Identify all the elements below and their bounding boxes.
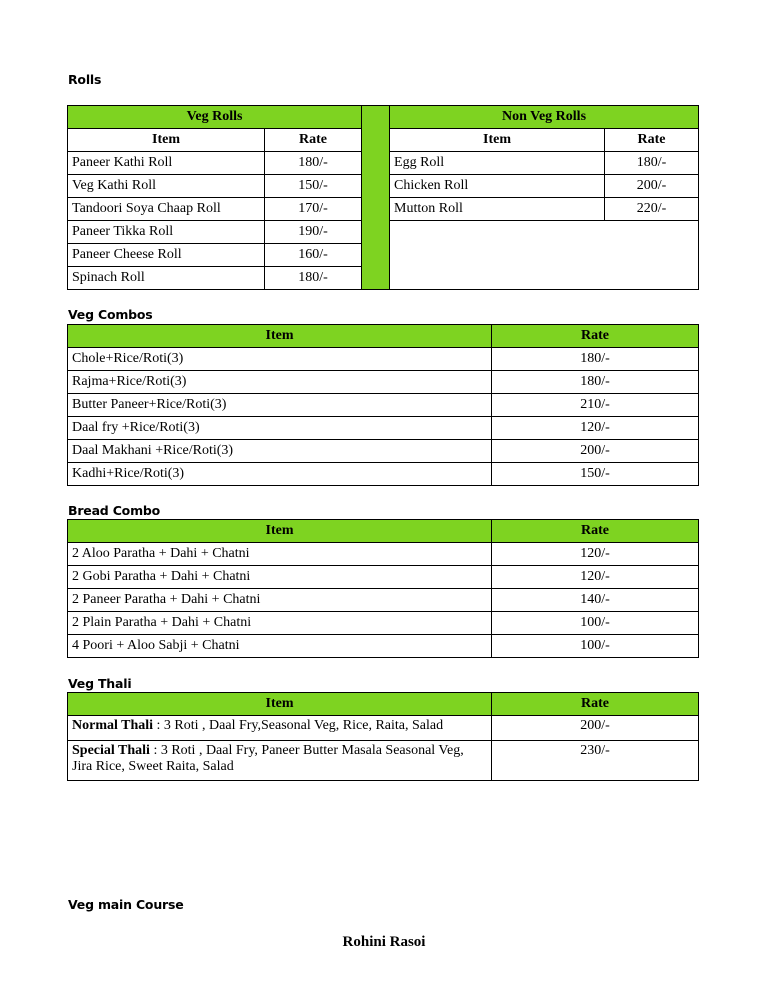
thali-description: : 3 Roti , Daal Fry,Seasonal Veg, Rice, Raita, Salad — [153, 718, 444, 733]
bread-combo-heading: Bread Combo — [68, 503, 161, 518]
table-row — [68, 371, 699, 394]
col-rate: Rate — [492, 693, 699, 716]
table-row — [68, 440, 699, 463]
item-cell: Kadhi+Rice/Roti(3) — [68, 463, 492, 486]
nonveg-empty-area — [390, 221, 699, 290]
veg-roll-rate: 190/- — [265, 221, 362, 244]
rate-cell: 200/- — [492, 716, 699, 741]
nonveg-roll-rate: 220/- — [605, 198, 699, 221]
nonveg-roll-item: Chicken Roll — [390, 175, 605, 198]
item-cell: 2 Gobi Paratha + Dahi + Chatni — [68, 566, 492, 589]
veg-roll-rate: 160/- — [265, 244, 362, 267]
veg-col-rate: Rate — [265, 129, 362, 152]
nonveg-rolls-title: Non Veg Rolls — [390, 106, 699, 129]
table-row — [68, 463, 699, 486]
bread-combo-table — [67, 519, 699, 658]
rate-cell: 100/- — [492, 612, 699, 635]
veg-combos-heading: Veg Combos — [68, 307, 153, 322]
veg-thali-table — [67, 692, 699, 781]
col-item: Item — [68, 693, 492, 716]
table-row — [68, 543, 699, 566]
thali-description: : 3 Roti , Daal Fry, Paneer Butter Masala Seasonal Veg, Jira Rice, Sweet Raita, Salad — [72, 743, 464, 774]
veg-roll-item: Veg Kathi Roll — [68, 175, 265, 198]
item-cell: 2 Aloo Paratha + Dahi + Chatni — [68, 543, 492, 566]
veg-roll-rate: 170/- — [265, 198, 362, 221]
item-cell: Rajma+Rice/Roti(3) — [68, 371, 492, 394]
col-rate: Rate — [492, 520, 699, 543]
rate-cell: 180/- — [492, 371, 699, 394]
veg-main-course-heading: Veg main Course — [68, 897, 184, 912]
item-cell: 4 Poori + Aloo Sabji + Chatni — [68, 635, 492, 658]
rate-cell: 100/- — [492, 635, 699, 658]
veg-roll-item: Spinach Roll — [68, 267, 265, 290]
item-cell: Daal Makhani +Rice/Roti(3) — [68, 440, 492, 463]
veg-roll-item: Paneer Tikka Roll — [68, 221, 265, 244]
col-rate: Rate — [492, 325, 699, 348]
thali-item-cell — [68, 716, 492, 741]
col-item: Item — [68, 325, 492, 348]
table-row — [68, 716, 699, 741]
veg-roll-rate: 180/- — [265, 152, 362, 175]
item-cell: 2 Paneer Paratha + Dahi + Chatni — [68, 589, 492, 612]
table-row — [68, 566, 699, 589]
table-row — [68, 741, 699, 781]
table-row — [68, 394, 699, 417]
table-row — [68, 417, 699, 440]
nonveg-roll-item: Egg Roll — [390, 152, 605, 175]
rate-cell: 180/- — [492, 348, 699, 371]
table-row — [68, 589, 699, 612]
rate-cell: 150/- — [492, 463, 699, 486]
column-separator — [362, 106, 390, 290]
nonveg-col-item: Item — [390, 129, 605, 152]
table-row — [68, 612, 699, 635]
veg-col-item: Item — [68, 129, 265, 152]
item-cell: Daal fry +Rice/Roti(3) — [68, 417, 492, 440]
item-cell: Butter Paneer+Rice/Roti(3) — [68, 394, 492, 417]
veg-roll-item: Tandoori Soya Chaap Roll — [68, 198, 265, 221]
nonveg-roll-rate: 180/- — [605, 152, 699, 175]
thali-name: Special Thali — [72, 743, 150, 758]
veg-combos-table — [67, 324, 699, 486]
veg-roll-item: Paneer Kathi Roll — [68, 152, 265, 175]
restaurant-name-footer: Rohini Rasoi — [342, 934, 426, 950]
rate-cell: 120/- — [492, 566, 699, 589]
rolls-table — [67, 105, 699, 290]
veg-roll-rate: 180/- — [265, 267, 362, 290]
rolls-heading: Rolls — [68, 72, 102, 87]
veg-thali-heading: Veg Thali — [68, 676, 132, 691]
col-item: Item — [68, 520, 492, 543]
veg-roll-item: Paneer Cheese Roll — [68, 244, 265, 267]
rate-cell: 140/- — [492, 589, 699, 612]
veg-roll-rate: 150/- — [265, 175, 362, 198]
item-cell: Chole+Rice/Roti(3) — [68, 348, 492, 371]
rate-cell: 210/- — [492, 394, 699, 417]
nonveg-roll-item: Mutton Roll — [390, 198, 605, 221]
thali-item-cell — [68, 741, 492, 781]
thali-name: Normal Thali — [72, 718, 154, 733]
veg-rolls-title: Veg Rolls — [68, 106, 362, 129]
rate-cell: 230/- — [492, 741, 699, 781]
item-cell: 2 Plain Paratha + Dahi + Chatni — [68, 612, 492, 635]
rate-cell: 120/- — [492, 417, 699, 440]
nonveg-col-rate: Rate — [605, 129, 699, 152]
nonveg-roll-rate: 200/- — [605, 175, 699, 198]
rate-cell: 120/- — [492, 543, 699, 566]
table-row — [68, 635, 699, 658]
table-row — [68, 348, 699, 371]
rate-cell: 200/- — [492, 440, 699, 463]
